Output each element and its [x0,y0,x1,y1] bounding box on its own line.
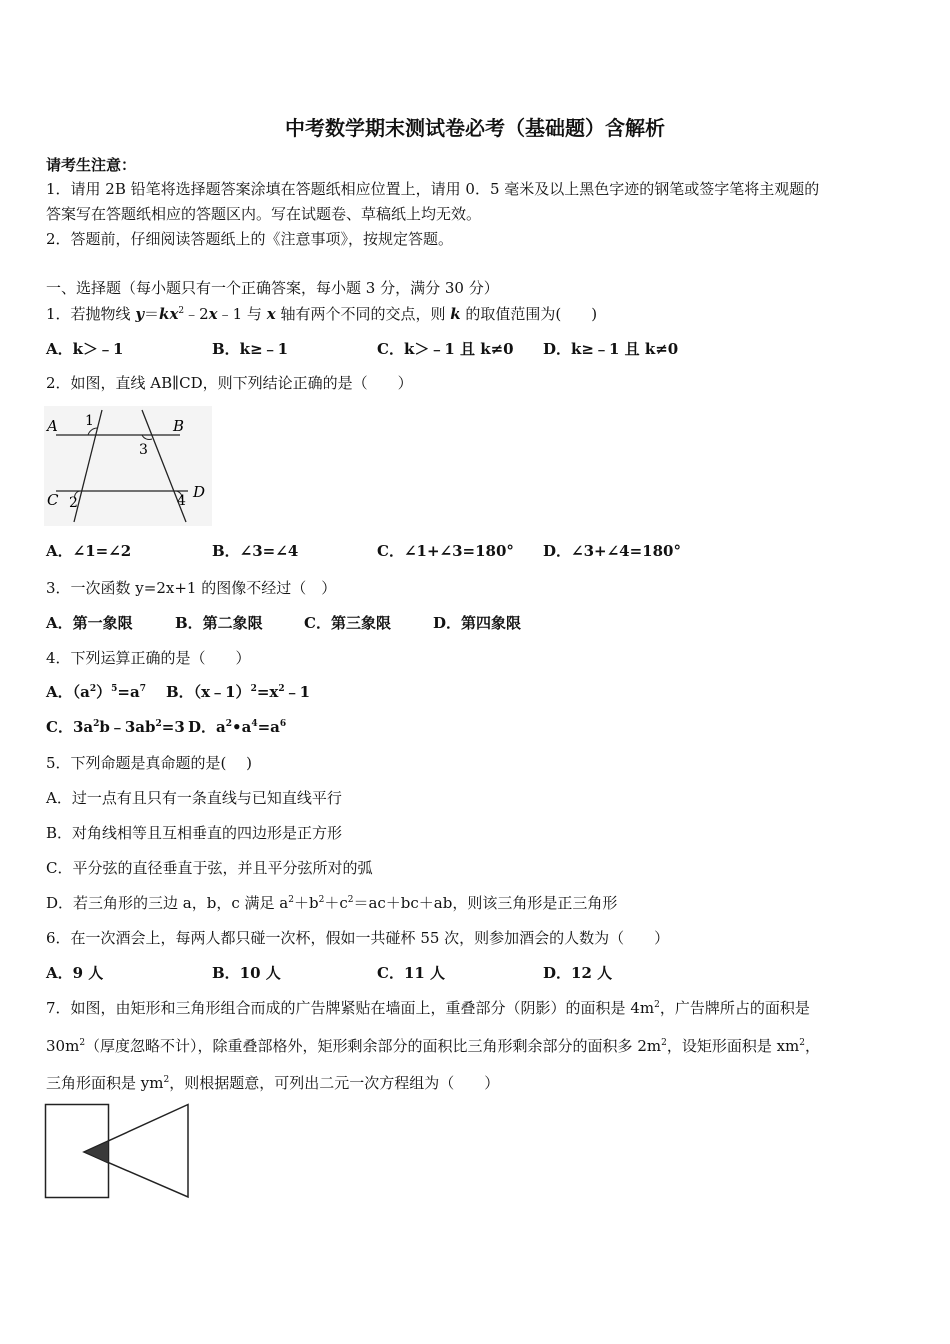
parallel-lines-figure [44,406,212,526]
question-1-option-c: C．k＞﹣1 且 k≠0 [377,340,514,358]
question-1-option-a: A．k＞﹣1 [46,340,124,358]
question-2-option-a: A．∠1=∠2 [46,542,132,560]
notice-heading: 请考生注意： [46,156,137,174]
question-3-stem: 3．一次函数 y=2x+1 的图像不经过（ ） [46,579,337,597]
question-2-option-b: B．∠3=∠4 [212,542,299,560]
question-5-option-c: C．平分弦的直径垂直于弦，并且平分弦所对的弧 [46,859,373,877]
question-6-option-d: D．12 人 [543,964,613,982]
label-d: D [193,483,206,501]
question-5-option-d: D．若三角形的三边 a，b，c 满足 $a^2+b^2+c^2=ac+bc+ab$，则该三角形是正三角形 [46,894,618,912]
page-title: 中考数学期末测试卷必考（基础题）含解析 [285,116,665,140]
label-4: 4 [177,493,186,509]
question-2-option-d: D．∠3+∠4=180° [543,542,681,560]
question-4-option-d: D．$a^2•a^4=a^6$ [188,718,287,736]
notice-item-1-line-2: 答案写在答题纸相应的答题区内。写在试题卷、草稿纸上均无效。 [46,205,482,223]
question-5-option-b: B．对角线相等且互相垂直的四边形是正方形 [46,824,343,842]
question-6-option-c: C．11 人 [377,964,446,982]
label-a: A [47,417,58,435]
billboard-figure [44,1102,194,1202]
question-3-option-d: D．第四象限 [433,614,522,632]
question-7-line-2: $30m^2$（厚度忽略不计），除重叠部格外，矩形剩余部分的面积比三角形剩余部分的面积多 $2m^2$，设矩形面积是 $xm^2$， [46,1037,821,1055]
question-2-option-c: C．∠1+∠3=180° [377,542,514,560]
section-heading: 一、选择题（每小题只有一个正确答案，每小题 3 分，满分 30 分） [46,279,499,297]
question-4-stem: 4．下列运算正确的是（ ） [46,649,251,667]
label-c: C [47,491,59,509]
question-4-option-b: B．$(x﹣1)^2=x^2﹣1$ [166,683,311,701]
question-1-option-d: D．k≥﹣1 且 k≠0 [543,340,679,358]
question-4-option-a: A．$(a^2)^5=a^7$ [46,683,146,701]
question-5-option-a: A．过一点有且只有一条直线与已知直线平行 [46,789,342,807]
question-4-option-c: C．$3a^2b﹣3ab^2=3$ [46,718,185,736]
question-6-option-a: A．9 人 [46,964,104,982]
label-b: B [173,417,185,435]
question-3-option-a: A．第一象限 [46,614,133,632]
question-6-stem: 6．在一次酒会上，每两人都只碰一次杯，假如一共碰杯 55 次，则参加酒会的人数为（ ） [46,929,670,947]
question-1-option-b: B．k≥﹣1 [212,340,289,358]
question-3-option-b: B．第二象限 [175,614,263,632]
label-3: 3 [139,442,148,458]
question-3-option-c: C．第三象限 [304,614,391,632]
question-5-stem: 5．下列命题是真命题的是( ) [46,754,253,772]
overlap-shaded-region [84,1141,109,1163]
label-1: 1 [85,413,94,429]
question-7-line-3: 三角形面积是 $ym^2$，则根据题意，可列出二元一次方程组为（ ） [46,1074,500,1092]
notice-item-1-line-1: 1．请用 2B 铅笔将选择题答案涂填在答题纸相应位置上，请用 0．5 毫米及以上黑色字迹的钢笔或签字笔将主观题的 [46,180,820,198]
notice-item-2: 2．答题前，仔细阅读答题纸上的《注意事项》，按规定答题。 [46,230,454,248]
question-6-option-b: B．10 人 [212,964,281,982]
question-7-line-1: 7．如图，由矩形和三角形组合而成的广告牌紧贴在墙面上，重叠部分（阴影）的面积是 $4m^2$，广告牌所占的面积是 [46,999,810,1017]
question-2-stem: 2．如图，直线 AB∥CD，则下列结论正确的是（ ） [46,374,413,392]
label-2: 2 [69,495,78,511]
question-1-stem: 1．若抛物线 $y=kx^2﹣2x﹣1$ 与 x 轴有两个不同的交点，则 k 的取值范围为( ) [46,305,598,323]
